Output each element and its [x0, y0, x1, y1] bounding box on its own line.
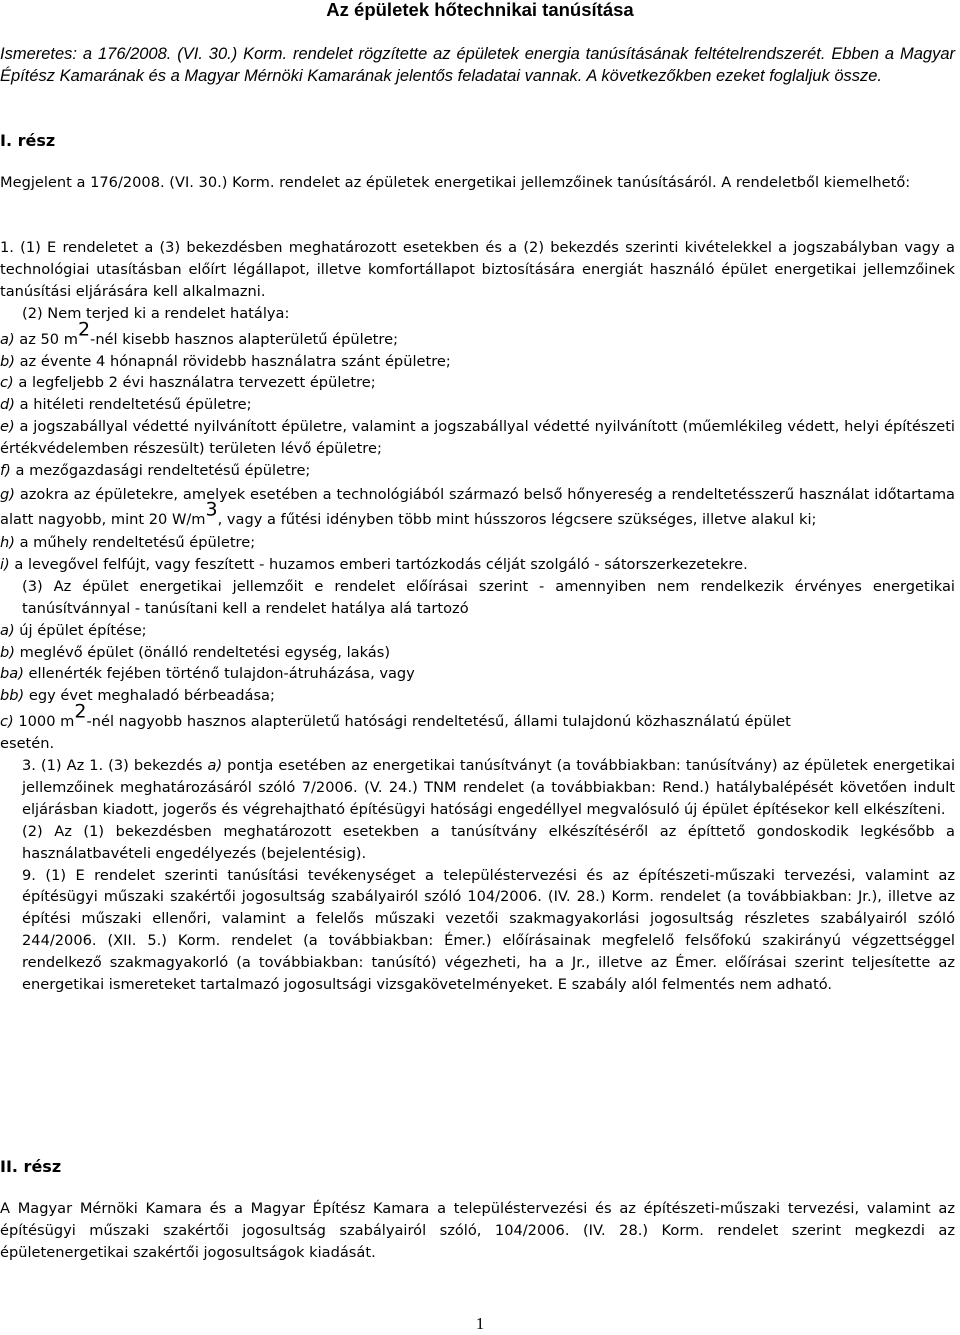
scope-end: esetén. — [0, 735, 55, 753]
scope-ba: ba) ellenérték fejében történő tulajdon-átruházása, vagy — [0, 665, 415, 683]
exemption-c: c) a legfeljebb 2 évi használatra tervezett épületre; — [0, 374, 376, 392]
exemption-i: i) a levegővel felfújt, vagy feszített - huzamos emberi tartózkodás célját szolgáló - sátorszerkezetekre. — [0, 555, 748, 573]
exemption-h: h) a műhely rendeltetésű épületre; — [0, 533, 256, 551]
scope-b: b) meglévő épület (önálló rendeltetési egység, lakás) — [0, 643, 391, 661]
section-1-paragraph-2: (2) Nem terjed ki a rendelet hatálya: — [22, 304, 290, 322]
scope-c: c) 1000 $m^2$-nél nagyobb hasznos alapterületű hatósági rendeltetésű, állami tulajdonú közhasználatú épület — [0, 700, 791, 731]
part-2-text: A Magyar Mérnöki Kamara és a Magyar Építész Kamara a településtervezési és az építészeti-műszaki tervezési, valamint az építésügyi műszaki szakértői jogosultság szabályairól szóló, 104/2006. (IV. 28.) Korm. rendelet szerint megkezdi az épületenergetikai szakértői jogosultságok kiadását. — [0, 1200, 955, 1261]
section-1-paragraph-3: (3) Az épület energetikai jellemzőit e rendelet előírásai szerint - amennyiben nem rendelkezik érvényes energetikai tanúsítvánnyal - tanúsítani kell a rendelet hatálya alá tartozó — [22, 577, 955, 617]
scope-bb: bb) egy évet meghaladó bérbeadása; — [0, 687, 275, 705]
part-1-body — [0, 237, 955, 996]
exemption-f: f) a mezőgazdasági rendeltetésű épületre; — [0, 462, 311, 480]
part-2-heading: II. rész — [0, 1157, 62, 1176]
section-3-paragraph-1: 3. (1) Az 1. (3) bekezdés a) pontja esetében az energetikai tanúsítványt (a továbbiakban: tanúsítvány) az épületek energetikai jellemzőinek meghatározásáról szóló 7/2006. (V. 24.) TNM rendelet (a továbbiakban: Rend.) hatálybalépését követően indult eljárásban kiadott, jogerős és végrehajtható építésügyi hatósági engedéllyel megvalósuló új épület építésekor kell elkészíteni. — [22, 757, 956, 818]
section-1-paragraph-1: 1. (1) E rendeletet a (3) bekezdésben meghatározott esetekben és a (2) bekezdés szerinti kivételekkel a jogszabályban vagy a technológiai utasításban előírt légállapot, illetve komfortállapot biztosítására energiát használó épület energetikai jellemzőinek tanúsítási eljárására kell alkalmazni. — [0, 239, 955, 300]
intro-paragraph: Ismeretes: a 176/2008. (VI. 30.) Korm. rendelet rögzítette az épületek energia tanúsításának feltételrendszerét. Ebben a Magyar Építész Kamarának és a Magyar Mérnöki Kamarának jelentős feladatai vannak. A következőkben ezeket foglaljuk össze. — [0, 45, 955, 85]
exemption-d: d) a hitéleti rendeltetésű épületre; — [0, 396, 252, 414]
document-title: Az épületek hőtechnikai tanúsítása — [326, 0, 634, 20]
page-number: 1 — [475, 1314, 485, 1333]
part-1-lead: Megjelent a 176/2008. (VI. 30.) Korm. rendelet az épületek energetikai jellemzőinek tanúsításáról. A rendeletből kiemelhető: — [0, 174, 911, 191]
part-1-heading: I. rész — [0, 131, 56, 150]
exemption-b: b) az évente 4 hónapnál rövidebb használatra szánt épületre; — [0, 352, 451, 370]
exemption-a: a) az 50 $m^2$-nél kisebb hasznos alapterületű épületre; — [0, 318, 398, 348]
scope-a: a) új épület építése; — [0, 621, 147, 639]
section-9-paragraph: 9. (1) E rendelet szerinti tanúsítási tevékenységet a településtervezési és az építészeti-műszaki tervezési, valamint az építésügyi műszaki szakértői jogosultság szabályairól szóló 104/2006. (IV. 28.) Korm. rendelet (a továbbiakban: Jr.), illetve az építési műszaki ellenőri, valamint a felelős műszaki vezetői szakmagyakorlási jogosultság részletes szabályairól szóló 244/2006. (XII. 5.) Korm. rendelet (a továbbiakban: Émer.) előírásainak megfelelő felsőfokú szakirányú végzettséggel rendelkező szakmagyakorló (a továbbiakban: tanúsító) végezheti, ha a Jr., illetve az Émer. előírásai szerint teljesítette az energetikai ismereteket tartalmazó jogosultsági vizsgakövetelményeket. E szabály alól felmentés nem adható. — [22, 866, 955, 994]
section-3-paragraph-2: (2) Az (1) bekezdésben meghatározott esetekben a tanúsítvány elkészítéséről az építtető gondoskodik legkésőbb a használatbavételi engedélyezés (bejelentésig). — [22, 822, 955, 862]
exemption-g: g) azokra az épületekre, amelyek esetében a technológiából származó belső hőnyereség a rendeltetésszerű használat időtartama alatt nagyobb, mint 20 $W/m^3$, vagy a fűtési idényben több mint hússzoros légcsere szükséges, illetve alakul ki; — [0, 485, 955, 528]
exemption-e: e) a jogszabállyal védetté nyilvánított épületre, valamint a jogszabállyal védetté nyilvánított (műemlékileg védett, helyi építészeti értékvédelemben részesült) területen lévő épületre; — [0, 418, 955, 458]
